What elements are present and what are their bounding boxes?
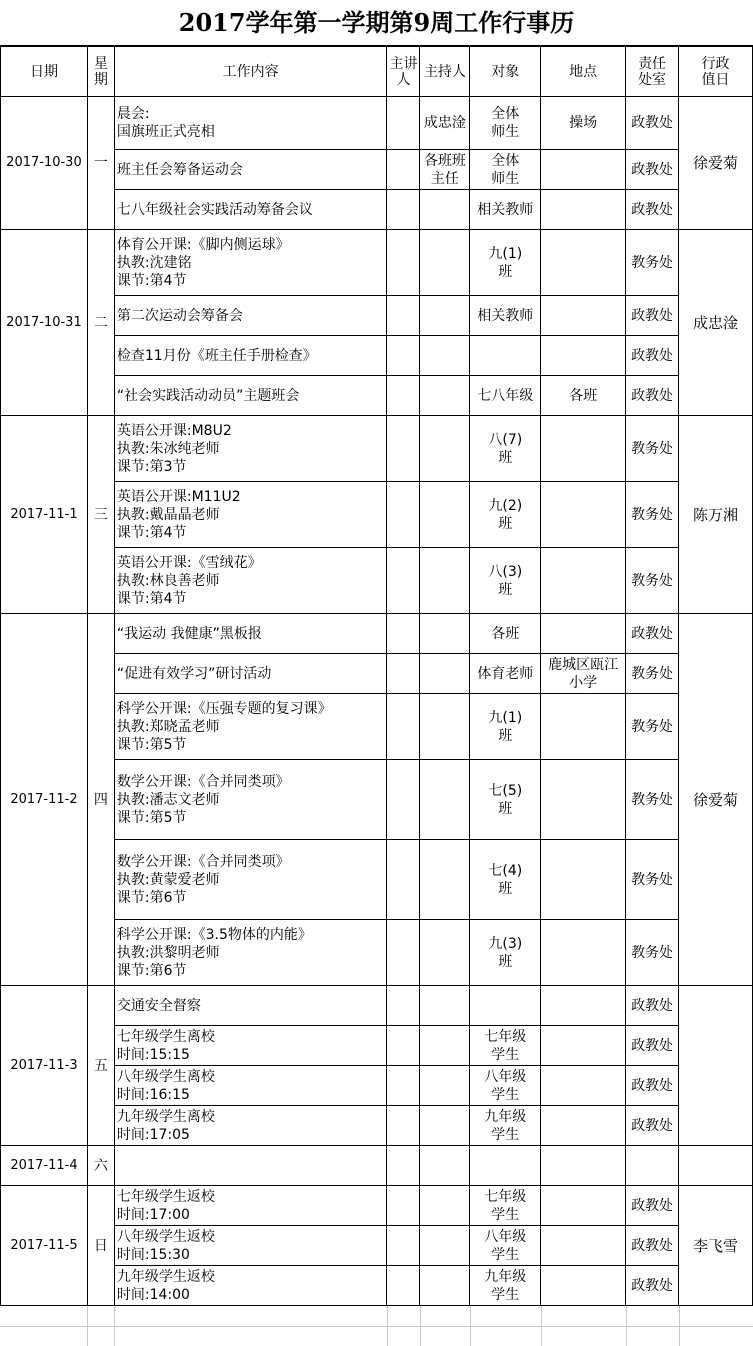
dept-cell: 政教处 <box>626 986 679 1026</box>
host-cell <box>420 654 470 694</box>
location-cell <box>541 190 626 230</box>
header-duty: 行政 值日 <box>679 47 753 97</box>
host-cell <box>420 482 470 548</box>
location-cell <box>541 1146 626 1186</box>
speaker-cell <box>387 1026 420 1066</box>
speaker-cell <box>387 97 420 150</box>
location-cell <box>541 694 626 760</box>
location-cell <box>541 336 626 376</box>
date-cell: 2017-11-2 <box>1 614 88 986</box>
host-cell <box>420 1266 470 1306</box>
content-cell: 数学公开课:《合并同类项》 执教:潘志文老师 课节:第5节 <box>114 760 387 840</box>
audience-cell: 相关教师 <box>470 296 541 336</box>
host-cell <box>420 986 470 1026</box>
content-cell: 八年级学生离校 时间:16:15 <box>114 1066 387 1106</box>
empty-grid-rows <box>0 1306 753 1346</box>
host-cell <box>420 1026 470 1066</box>
dept-cell: 政教处 <box>626 1186 679 1226</box>
content-cell: 班主任会筹备运动会 <box>114 150 387 190</box>
host-cell <box>420 614 470 654</box>
duty-cell: 李飞雪 <box>679 1186 753 1306</box>
header-audience: 对象 <box>470 47 541 97</box>
audience-cell: 全体 师生 <box>470 97 541 150</box>
location-cell <box>541 548 626 614</box>
dept-cell: 教务处 <box>626 482 679 548</box>
table-row <box>1 97 753 150</box>
header-speaker: 主讲 人 <box>387 47 420 97</box>
speaker-cell <box>387 760 420 840</box>
location-cell <box>541 840 626 920</box>
host-cell: 各班班 主任 <box>420 150 470 190</box>
audience-cell: 体育老师 <box>470 654 541 694</box>
host-cell <box>420 760 470 840</box>
audience-cell <box>470 1146 541 1186</box>
host-cell <box>420 548 470 614</box>
host-cell <box>420 1146 470 1186</box>
dept-cell: 政教处 <box>626 150 679 190</box>
host-cell <box>420 416 470 482</box>
speaker-cell <box>387 416 420 482</box>
weekday-cell: 二 <box>87 230 114 416</box>
location-cell <box>541 920 626 986</box>
host-cell <box>420 190 470 230</box>
speaker-cell <box>387 548 420 614</box>
audience-cell: 相关教师 <box>470 190 541 230</box>
date-cell: 2017-11-4 <box>1 1146 88 1186</box>
audience-cell: 八(3) 班 <box>470 548 541 614</box>
duty-cell: 成忠淦 <box>679 230 753 416</box>
audience-cell: 全体 师生 <box>470 150 541 190</box>
header-dept: 责任 处室 <box>626 47 679 97</box>
dept-cell: 政教处 <box>626 376 679 416</box>
speaker-cell <box>387 654 420 694</box>
weekday-cell: 三 <box>87 416 114 614</box>
audience-cell: 九(3) 班 <box>470 920 541 986</box>
content-cell: “我运动 我健康”黑板报 <box>114 614 387 654</box>
speaker-cell <box>387 920 420 986</box>
content-cell: 数学公开课:《合并同类项》 执教:黄蒙爱老师 课节:第6节 <box>114 840 387 920</box>
dept-cell: 教务处 <box>626 654 679 694</box>
content-cell <box>114 1146 387 1186</box>
content-cell: 检查11月份《班主任手册检查》 <box>114 336 387 376</box>
header-host: 主持人 <box>420 47 470 97</box>
weekday-cell: 六 <box>87 1146 114 1186</box>
header-date: 日期 <box>1 47 88 97</box>
location-cell <box>541 1026 626 1066</box>
dept-cell: 政教处 <box>626 614 679 654</box>
speaker-cell <box>387 336 420 376</box>
audience-cell: 七(4) 班 <box>470 840 541 920</box>
audience-cell: 八(7) 班 <box>470 416 541 482</box>
location-cell <box>541 416 626 482</box>
host-cell <box>420 376 470 416</box>
date-cell: 2017-10-31 <box>1 230 88 416</box>
speaker-cell <box>387 150 420 190</box>
table-row <box>1 230 753 296</box>
dept-cell: 政教处 <box>626 1106 679 1146</box>
audience-cell: 八年级 学生 <box>470 1066 541 1106</box>
content-cell: 九年级学生返校 时间:14:00 <box>114 1266 387 1306</box>
audience-cell: 九(1) 班 <box>470 230 541 296</box>
duty-cell: 徐爱菊 <box>679 614 753 986</box>
speaker-cell <box>387 482 420 548</box>
host-cell <box>420 1106 470 1146</box>
speaker-cell <box>387 1066 420 1106</box>
host-cell <box>420 1066 470 1106</box>
weekday-cell: 一 <box>87 97 114 230</box>
speaker-cell <box>387 694 420 760</box>
duty-cell: 陈万湘 <box>679 416 753 614</box>
duty-cell: 徐爱菊 <box>679 97 753 230</box>
content-cell: “社会实践活动动员”主题班会 <box>114 376 387 416</box>
location-cell <box>541 1226 626 1266</box>
host-cell <box>420 296 470 336</box>
location-cell: 操场 <box>541 97 626 150</box>
speaker-cell <box>387 190 420 230</box>
speaker-cell <box>387 1146 420 1186</box>
schedule-table <box>0 46 753 1306</box>
host-cell <box>420 1226 470 1266</box>
content-cell: 七年级学生离校 时间:15:15 <box>114 1026 387 1066</box>
date-cell: 2017-10-30 <box>1 97 88 230</box>
dept-cell: 政教处 <box>626 1026 679 1066</box>
speaker-cell <box>387 230 420 296</box>
content-cell: 八年级学生返校 时间:15:30 <box>114 1226 387 1266</box>
host-cell <box>420 230 470 296</box>
header-location: 地点 <box>541 47 626 97</box>
speaker-cell <box>387 1226 420 1266</box>
host-cell <box>420 1186 470 1226</box>
duty-cell <box>679 1146 753 1186</box>
content-cell: 科学公开课:《3.5物体的内能》 执教:洪黎明老师 课节:第6节 <box>114 920 387 986</box>
date-cell: 2017-11-3 <box>1 986 88 1146</box>
content-cell: 晨会: 国旗班正式亮相 <box>114 97 387 150</box>
table-row <box>1 614 753 654</box>
speaker-cell <box>387 1106 420 1146</box>
audience-cell: 九(1) 班 <box>470 694 541 760</box>
location-cell: 各班 <box>541 376 626 416</box>
host-cell <box>420 920 470 986</box>
location-cell <box>541 296 626 336</box>
speaker-cell <box>387 376 420 416</box>
speaker-cell <box>387 840 420 920</box>
header-content: 工作内容 <box>114 47 387 97</box>
dept-cell: 教务处 <box>626 694 679 760</box>
dept-cell: 政教处 <box>626 296 679 336</box>
dept-cell: 政教处 <box>626 1226 679 1266</box>
host-cell <box>420 694 470 760</box>
content-cell: 英语公开课:M8U2 执教:朱冰纯老师 课节:第3节 <box>114 416 387 482</box>
speaker-cell <box>387 614 420 654</box>
location-cell <box>541 1106 626 1146</box>
location-cell <box>541 150 626 190</box>
weekday-cell: 日 <box>87 1186 114 1306</box>
location-cell <box>541 614 626 654</box>
dept-cell: 教务处 <box>626 840 679 920</box>
table-row <box>1 986 753 1026</box>
table-row <box>1 1146 753 1186</box>
page-title: 2017学年第一学期第9周工作行事历 <box>0 0 753 46</box>
dept-cell: 教务处 <box>626 548 679 614</box>
audience-cell: 八年级 学生 <box>470 1226 541 1266</box>
audience-cell: 七年级 学生 <box>470 1026 541 1066</box>
speaker-cell <box>387 1186 420 1226</box>
dept-cell: 政教处 <box>626 97 679 150</box>
location-cell <box>541 760 626 840</box>
content-cell: 交通安全督察 <box>114 986 387 1026</box>
audience-cell <box>470 336 541 376</box>
location-cell <box>541 230 626 296</box>
audience-cell: 九年级 学生 <box>470 1266 541 1306</box>
dept-cell: 政教处 <box>626 1266 679 1306</box>
audience-cell: 九(2) 班 <box>470 482 541 548</box>
dept-cell: 教务处 <box>626 760 679 840</box>
audience-cell: 七(5) 班 <box>470 760 541 840</box>
dept-cell: 教务处 <box>626 920 679 986</box>
audience-cell: 七年级 学生 <box>470 1186 541 1226</box>
duty-cell <box>679 986 753 1146</box>
content-cell: 科学公开课:《压强专题的复习课》 执教:郑晓孟老师 课节:第5节 <box>114 694 387 760</box>
audience-cell: 九年级 学生 <box>470 1106 541 1146</box>
location-cell <box>541 482 626 548</box>
speaker-cell <box>387 986 420 1026</box>
location-cell: 鹿城区瓯江 小学 <box>541 654 626 694</box>
content-cell: 九年级学生离校 时间:17:05 <box>114 1106 387 1146</box>
location-cell <box>541 1186 626 1226</box>
dept-cell <box>626 1146 679 1186</box>
location-cell <box>541 986 626 1026</box>
speaker-cell <box>387 296 420 336</box>
dept-cell: 政教处 <box>626 336 679 376</box>
dept-cell: 教务处 <box>626 416 679 482</box>
content-cell: 英语公开课:M11U2 执教:戴晶晶老师 课节:第4节 <box>114 482 387 548</box>
weekday-cell: 四 <box>87 614 114 986</box>
dept-cell: 教务处 <box>626 230 679 296</box>
location-cell <box>541 1266 626 1306</box>
dept-cell: 政教处 <box>626 190 679 230</box>
header-row <box>1 47 753 97</box>
table-row <box>1 416 753 482</box>
weekday-cell: 五 <box>87 986 114 1146</box>
content-cell: 英语公开课:《雪绒花》 执教:林良善老师 课节:第4节 <box>114 548 387 614</box>
audience-cell <box>470 986 541 1026</box>
content-cell: 七年级学生返校 时间:17:00 <box>114 1186 387 1226</box>
content-cell: 体育公开课:《脚内侧运球》 执教:沈建铭 课节:第4节 <box>114 230 387 296</box>
date-cell: 2017-11-1 <box>1 416 88 614</box>
speaker-cell <box>387 1266 420 1306</box>
host-cell <box>420 840 470 920</box>
content-cell: 第二次运动会筹备会 <box>114 296 387 336</box>
audience-cell: 各班 <box>470 614 541 654</box>
location-cell <box>541 1066 626 1106</box>
host-cell: 成忠淦 <box>420 97 470 150</box>
content-cell: 七八年级社会实践活动筹备会议 <box>114 190 387 230</box>
host-cell <box>420 336 470 376</box>
header-weekday: 星期 <box>87 47 114 97</box>
dept-cell: 政教处 <box>626 1066 679 1106</box>
date-cell: 2017-11-5 <box>1 1186 88 1306</box>
content-cell: “促进有效学习”研讨活动 <box>114 654 387 694</box>
audience-cell: 七八年级 <box>470 376 541 416</box>
table-row <box>1 1186 753 1226</box>
